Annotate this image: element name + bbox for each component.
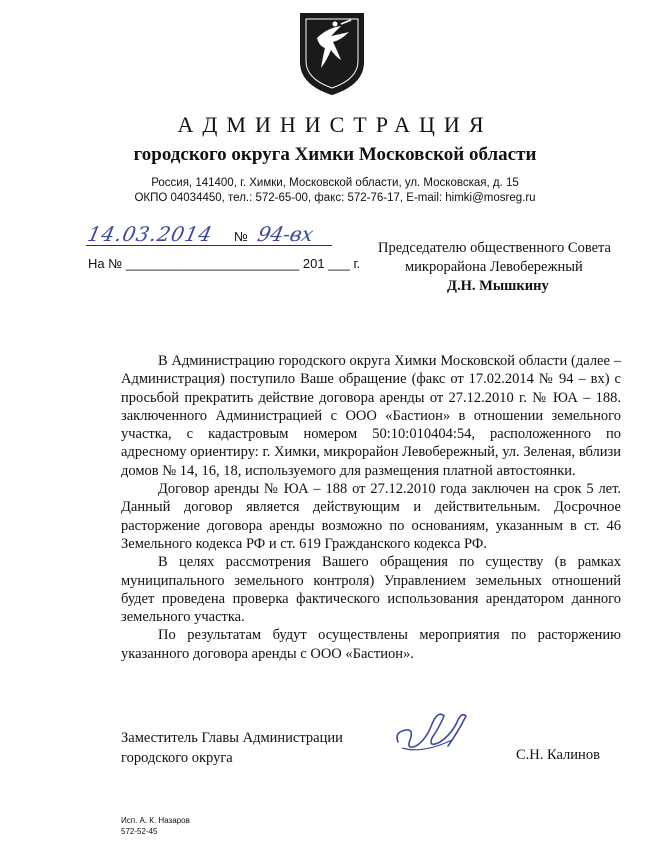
- executor-info: [121, 815, 190, 837]
- body-paragraph-4: По результатам будут осуществлены мероприятия по расторжению указанного договора аренды с ООО «Бастион».: [121, 627, 621, 662]
- body-paragraph-3: В целях рассмотрения Вашего обращения по существу (в рамках муниципального земельного контроля) Управлением земельных отношений будет проведена проверка фактического использования арендатором данного земельного участка.: [121, 554, 621, 626]
- letter-body: [121, 352, 621, 663]
- organization-title: АДМИНИСТРАЦИЯ: [177, 112, 493, 137]
- handwritten-date: 14.03.2014: [85, 222, 216, 246]
- executor-name: Исп. А. К. Назаров: [121, 816, 190, 825]
- handwritten-signature: [392, 702, 472, 762]
- number-sign: №: [234, 229, 248, 244]
- executor-phone: 572-52-45: [121, 827, 158, 836]
- address-line: Россия, 141400, г. Химки, Московской области, ул. Московская, д. 15: [151, 177, 519, 189]
- recipient-name: Д.Н. Мышкину: [447, 278, 549, 294]
- signer-name: С.Н. Калинов: [516, 747, 600, 763]
- coat-of-arms-emblem: [297, 10, 367, 96]
- body-paragraph-2: Договор аренды № ЮА – 188 от 27.12.2010 года заключен на срок 5 лет. Данный договор является действующим и действительным. Досрочное расторжение договора аренды возможно по основаниям, указанным в ст. 46 Земельного кодекса РФ и ст. 619 Гражданского кодекса РФ.: [121, 481, 621, 552]
- organization-subtitle: городского округа Химки Московской области: [133, 144, 537, 165]
- contacts-line: ОКПО 04034450, тел.: 572-65-00, факс: 572-76-17, E-mail: himki@mosreg.ru: [134, 192, 536, 204]
- date-underline: [86, 245, 256, 246]
- handwritten-number: 94-вх: [255, 222, 316, 246]
- position-line-1: Заместитель Главы Администрации: [121, 730, 343, 746]
- signer-position: [121, 728, 343, 768]
- number-underline: [252, 245, 332, 246]
- recipient-line-2: микрорайона Левобережный: [405, 259, 583, 275]
- recipient-line-1: Председателю общественного Совета: [378, 240, 611, 256]
- reference-line: На № ________________________ 201 ___ г.: [88, 256, 361, 271]
- position-line-2: городского округа: [121, 750, 233, 766]
- body-paragraph-1: В Администрацию городского округа Химки Московской области (далее – Администрация) поступило Ваше обращение (факс от 17.02.2014 № 94 – вх) с просьбой прекратить действие договора аренды от 27.12.2010 г. № ЮА – 188. заключенного Администрацией с ООО «Бастион» в отношении земельного участка, с кадастровым номером 50:10:010404:54, расположенного по адресному ориентиру: г. Химки, микрорайон Левобережный, ул. Зеленая, вблизи домов № 14, 16, 18, используемого для размещения платной автостоянки.: [121, 353, 621, 479]
